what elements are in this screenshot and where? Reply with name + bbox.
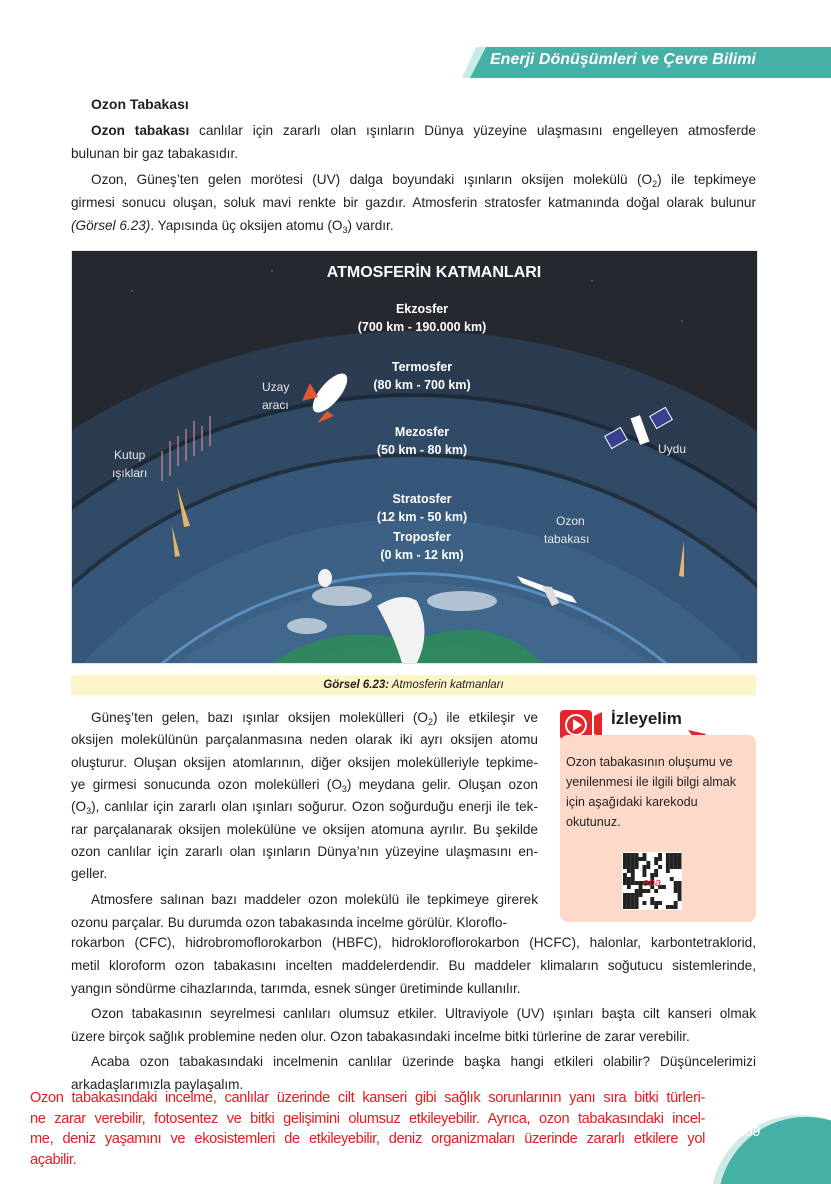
subscript: 3 [86, 806, 92, 817]
text-segment: Güneş’ten gelen, bazı ışınlar oksijen molekülleri (O [91, 710, 428, 725]
qr-module [678, 881, 682, 885]
qr-module [666, 861, 670, 865]
text-segment: oluşturur. Oluşan oksijen atomlarının, diğer oksijen molekülleriyle tepkime- [71, 754, 538, 770]
text-line [71, 753, 538, 773]
text-segment: canlılar için zararlı olan ışınların Dünya yüzeyine ulaşmasını engelleyen atmosferde [189, 123, 756, 138]
text-line [71, 820, 538, 840]
qr-module [674, 853, 678, 857]
text-segment: ) ile tepkimeye [657, 172, 756, 187]
qr-module [631, 901, 635, 905]
qr-module [623, 857, 627, 861]
text-segment: rokarbon (CFC), hidrobromoflorokarbon (HBFC), hidrokloroflorokarbon (HCFC), halonlar, karbontetraklorid, [71, 935, 756, 950]
qr-module [631, 893, 635, 897]
qr-module [635, 853, 639, 857]
subscript: 3 [342, 225, 348, 235]
qr-module [627, 877, 631, 881]
qr-module [627, 897, 631, 901]
qr-module [623, 893, 627, 897]
qr-module [627, 901, 631, 905]
qr-module [623, 897, 627, 901]
text-segment: ) ile etkileşir ve [433, 710, 538, 725]
qr-module [678, 889, 682, 893]
caption-label: Görsel 6.23: [323, 679, 390, 691]
qr-module [635, 861, 639, 865]
qr-module [623, 877, 627, 881]
aurora-label: ışıkları [112, 466, 148, 480]
text-line [71, 956, 756, 976]
text-segment: ozonu parçalar. Bu durumda ozon tabakasında incelme görülür. Kloroflo- [71, 914, 508, 930]
caption-text: Atmosferin katmanları [389, 679, 504, 691]
text-segment: (O [71, 799, 87, 815]
text-segment: yangın söndürme cihazlarında, tarımda, esnek sünger üretiminde kullanılır. [71, 981, 521, 996]
qr-module [631, 897, 635, 901]
qr-module [674, 905, 678, 909]
aurora-label: Kutup [114, 448, 146, 462]
qr-module [623, 853, 627, 857]
qr-module [666, 905, 670, 909]
qr-module [623, 865, 627, 869]
text-line [71, 797, 538, 817]
qr-module [643, 889, 647, 893]
layer-name: Mezosfer [394, 425, 450, 439]
qr-module [658, 857, 662, 861]
qr-module [623, 881, 627, 885]
qr-module [678, 857, 682, 861]
qr-module [627, 905, 631, 909]
qr-module [631, 877, 635, 881]
qr-module [627, 853, 631, 857]
qr-module [627, 865, 631, 869]
text-segment: ) vardır. [347, 218, 394, 233]
answer-line: ne zarar verebilir, fotosentez ve bitki gelişimini olumsuz etkileyebilir. Ayrıca, ozon tabakasındaki incel- [30, 1110, 705, 1127]
qr-module [646, 865, 650, 869]
qr-module [658, 853, 662, 857]
qr-module [654, 861, 658, 865]
text-segment: metil kloroform ozon tabakasını incelten maddelerdendir. Bu maddeler klimaların soğutucu sistemlerinde, [71, 958, 756, 973]
text-line [71, 216, 394, 236]
subscript: 2 [652, 179, 658, 189]
qr-module [627, 881, 631, 885]
qr-module [674, 881, 678, 885]
qr-module [662, 885, 666, 889]
text-segment: ), canlılar için zararlı olan ışınları soğurur. Ozon soğurduğu enerji ile tek- [91, 799, 538, 815]
text-segment: Ozon, Güneş’ten gelen morötesi (UV) dalga boyundaki ışınların oksijen molekülü (O [91, 172, 653, 187]
qr-module [646, 889, 650, 893]
qr-module [635, 901, 639, 905]
chapter-title: Enerji Dönüşümleri ve Çevre Bilimi [490, 51, 756, 68]
qr-module [674, 857, 678, 861]
qr-module [670, 861, 674, 865]
layer-range: (700 km - 190.000 km) [357, 320, 487, 334]
qr-module [674, 865, 678, 869]
qr-module [650, 897, 654, 901]
qr-module [658, 865, 662, 869]
qr-module [627, 869, 631, 873]
layer-name: Ekzosfer [395, 302, 449, 316]
qr-module [643, 857, 647, 861]
qr-module [670, 857, 674, 861]
layer-name: Termosfer [391, 360, 453, 374]
qr-module [635, 881, 639, 885]
qr-module [678, 853, 682, 857]
qr-module [670, 877, 674, 881]
subscript: 3 [341, 783, 347, 794]
qr-module [650, 901, 654, 905]
text-line [71, 913, 507, 933]
page-number: 209 [737, 1123, 761, 1139]
text-line [71, 193, 756, 213]
qr-module [623, 861, 627, 865]
qr-module [631, 853, 635, 857]
section-title: Ozon Tabakası [91, 96, 189, 112]
qr-module [623, 901, 627, 905]
text-line [91, 890, 538, 910]
qr-module [674, 901, 678, 905]
layer-range: (0 km - 12 km) [380, 548, 464, 562]
qr-module [635, 865, 639, 869]
text-line [71, 842, 538, 862]
qr-module [635, 857, 639, 861]
qr-module [678, 897, 682, 901]
satellite-label: Uydu [658, 442, 687, 456]
text-line [71, 144, 238, 164]
watch-title: İzleyelim [611, 709, 682, 728]
text-line [91, 170, 756, 190]
text-line [71, 864, 107, 884]
answer-line: me, deniz yaşamını ve ekosistemleri de etkileyebilir, deniz organizmaları üzerinde zararlı etkilere yol [30, 1131, 705, 1147]
text-segment: Ozon tabakası [91, 123, 190, 138]
qr-module [639, 893, 643, 897]
qr-module [654, 905, 658, 909]
figure-caption [71, 675, 756, 695]
qr-module [627, 857, 631, 861]
qr-module [631, 861, 635, 865]
answer-line: Ozon tabakasındaki incelme, canlılar üzerinde cilt kanseri gibi sağlık sorunlarının yanı sıra bitki türleri- [30, 1090, 705, 1106]
qr-module [666, 865, 670, 869]
text-segment: ye girmesi sonucunda ozon molekülleri (O [71, 776, 342, 792]
text-line [71, 979, 521, 999]
qr-module [674, 885, 678, 889]
layer-name: Troposfer [393, 530, 451, 544]
layer-range: (12 km - 50 km) [376, 510, 468, 524]
qr-module [639, 857, 643, 861]
text-line [71, 1027, 690, 1047]
text-segment: üzere birçok sağlık problemine neden olur. Ozon tabakasındaki incelme bitki türlerine de zarar verebilir. [71, 1029, 690, 1044]
atmosphere-layers-figure [71, 250, 758, 664]
spacecraft-label: aracı [262, 398, 289, 412]
text-line [71, 775, 538, 795]
qr-module [631, 865, 635, 869]
text-segment: bulunan bir gaz tabakasıdır. [71, 146, 239, 161]
qr-module [635, 905, 639, 909]
text-segment: (Görsel 6.23) [71, 218, 151, 233]
qr-module [658, 901, 662, 905]
qr-module [654, 869, 658, 873]
qr-module [627, 861, 631, 865]
qr-module [631, 869, 635, 873]
qr-module [666, 853, 670, 857]
qr-module [631, 905, 635, 909]
text-segment: rar parçalanarak oksijen molekülüne ve oksijen atomuna ayrılır. Bu şekilde [71, 821, 538, 837]
atmosphere-diagram [72, 251, 757, 663]
qr-module [654, 889, 658, 893]
qr-module [674, 861, 678, 865]
qr-module [631, 857, 635, 861]
text-segment: ozon canlılar için zararlı olan ışınların Dünya’nın yüzeyine ulaşmasını en- [71, 843, 538, 859]
qr-module [631, 873, 635, 877]
qr-module [623, 873, 627, 877]
subscript: 2 [427, 717, 433, 727]
text-segment: girmesi sonucu oluşan, soluk mavi renkte bir gazdır. Atmosferin stratosfer katmanında doğal olarak bulunur [71, 195, 756, 210]
text-line [71, 933, 756, 953]
qr-module [643, 853, 647, 857]
qr-module [635, 889, 639, 893]
qr-module [674, 889, 678, 893]
answer-line: açabilir. [30, 1151, 77, 1168]
page-number-badge [700, 1100, 831, 1184]
qr-module [627, 885, 631, 889]
qr-module [678, 893, 682, 897]
qr-code[interactable] [622, 852, 682, 910]
ozone-label: Ozon [556, 514, 585, 528]
qr-module [635, 893, 639, 897]
text-segment: Atmosfere salınan bazı maddeler ozon molekülü ile tepkimeye girerek [91, 892, 538, 908]
qr-module [631, 881, 635, 885]
text-line [91, 708, 538, 728]
qr-module [646, 861, 650, 865]
qr-module [666, 869, 670, 873]
qr-module [643, 901, 647, 905]
qr-module [678, 885, 682, 889]
text-line [91, 1052, 756, 1072]
text-segment: Acaba ozon tabakasındaki incelmenin canlılar üzerinde başka hangi etkileri olabilir? Düşüncelerimizi [91, 1054, 756, 1069]
qr-module [627, 893, 631, 897]
qr-module [654, 857, 658, 861]
qr-module [643, 869, 647, 873]
text-line [91, 1004, 756, 1024]
qr-module [666, 857, 670, 861]
text-segment: Ozon tabakasının seyrelmesi canlıları olumsuz etkiler. Ultraviyole (UV) ışınları başta cilt kanseri olmak [91, 1006, 756, 1021]
qr-module [670, 865, 674, 869]
text-segment: geller. [71, 866, 108, 882]
qr-module [643, 865, 647, 869]
qr-module [635, 897, 639, 901]
qr-logo: eba [642, 877, 662, 889]
text-segment: ) meydana gelir. Oluşan ozon [346, 776, 538, 792]
qr-module [670, 853, 674, 857]
text-segment: oksijen molekülünün parçalanmasına neden olarak iki ayrı oksijen atomu [71, 732, 538, 748]
ozone-label: tabakası [544, 532, 590, 546]
layer-range: (80 km - 700 km) [373, 378, 471, 392]
figure-title: ATMOSFERİN KATMANLARI [326, 264, 542, 281]
text-line [91, 121, 756, 141]
qr-module [654, 901, 658, 905]
layer-range: (50 km - 80 km) [376, 443, 468, 457]
qr-module [678, 861, 682, 865]
watch-text: Ozon tabakasının oluşumu ve yenilenmesi ile ilgili bilgi almak için aşağıdaki karekodu okutunuz. [566, 755, 737, 829]
spacecraft-label: Uzay [262, 380, 290, 394]
qr-module [639, 889, 643, 893]
qr-module [670, 905, 674, 909]
text-line [71, 730, 538, 750]
qr-module [678, 865, 682, 869]
text-segment: . Yapısında üç oksijen atomu (O [150, 218, 343, 233]
balloon-icon [318, 569, 332, 587]
layer-name: Stratosfer [392, 492, 452, 506]
qr-module [623, 905, 627, 909]
text-segment: arkadaşlarımızla paylaşalım. [71, 1077, 244, 1092]
